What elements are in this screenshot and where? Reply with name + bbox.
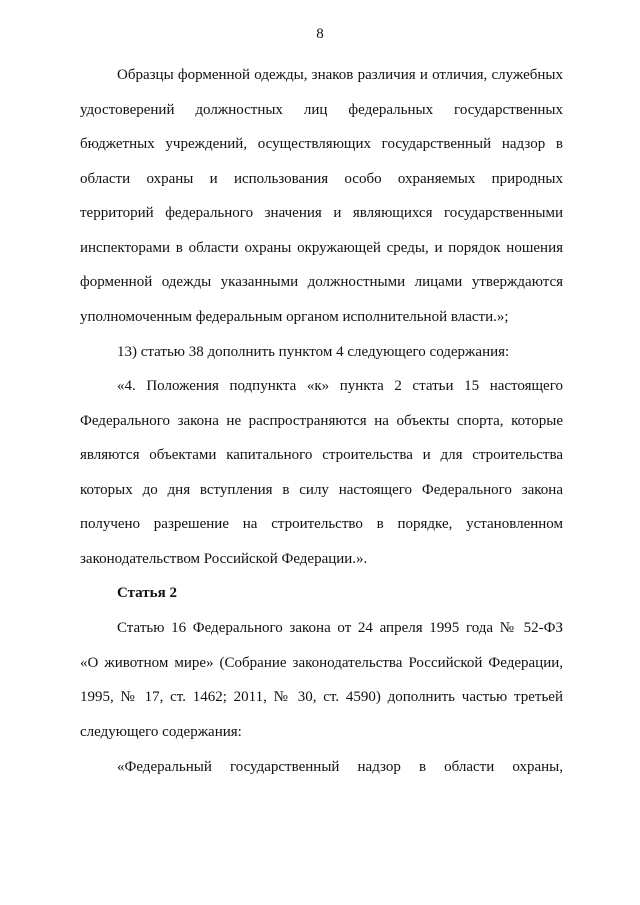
text-line: Федерального закона не распространяются на объекты спорта, которые xyxy=(80,412,563,429)
text-line: 1995, № 17, ст. 1462; 2011, № 30, ст. 4590) дополнить частью третьей xyxy=(80,689,563,705)
text-line: территорий федерального значения и являющихся государственными xyxy=(80,205,563,221)
text-line: уполномоченным федеральным органом исполнительной власти.»; xyxy=(80,308,509,325)
text-line: удостоверений должностных лиц федеральных государственных xyxy=(80,101,563,118)
text-line: Статью 16 Федерального закона от 24 апреля 1995 года № 52-ФЗ xyxy=(117,620,563,636)
text-line: 13) статью 38 дополнить пунктом 4 следующего содержания: xyxy=(117,344,510,360)
text-line: форменной одежды указанными должностными лицами утверждаются xyxy=(80,274,563,290)
text-line: «4. Положения подпункта «к» пункта 2 статьи 15 настоящего xyxy=(117,378,563,394)
paragraph-item-13 xyxy=(80,335,563,370)
text-line: Образцы форменной одежды, знаков различия и отличия, служебных xyxy=(117,67,563,83)
text-line: инспекторами в области охраны окружающей среды, и порядок ношения xyxy=(80,239,563,256)
text-line: получено разрешение на строительство в порядке, установленном xyxy=(80,516,563,532)
text-line: следующего содержания: xyxy=(80,723,242,740)
text-line: которых до дня вступления в силу настоящего Федерального закона xyxy=(80,481,563,498)
paragraph-sports-objects xyxy=(80,369,563,576)
text-line: законодательством Российской Федерации.». xyxy=(80,550,368,567)
text-line: «О животном мире» (Собрание законодательства Российской Федерации, xyxy=(80,654,563,671)
text-line: области охраны и использования особо охраняемых природных xyxy=(80,170,563,187)
paragraph-federal-supervision xyxy=(80,750,563,785)
text-line: являются объектами капитального строительства и для строительства xyxy=(80,447,563,463)
article-heading xyxy=(80,576,563,611)
text-line: бюджетных учреждений, осуществляющих государственный надзор в xyxy=(80,136,563,152)
text-line: «Федеральный государственный надзор в области охраны, xyxy=(117,759,563,775)
paragraph-uniform-samples xyxy=(80,58,563,334)
paragraph-article-16 xyxy=(80,611,563,749)
article-title: Статья 2 xyxy=(117,585,177,601)
page-number: 8 xyxy=(316,26,324,42)
